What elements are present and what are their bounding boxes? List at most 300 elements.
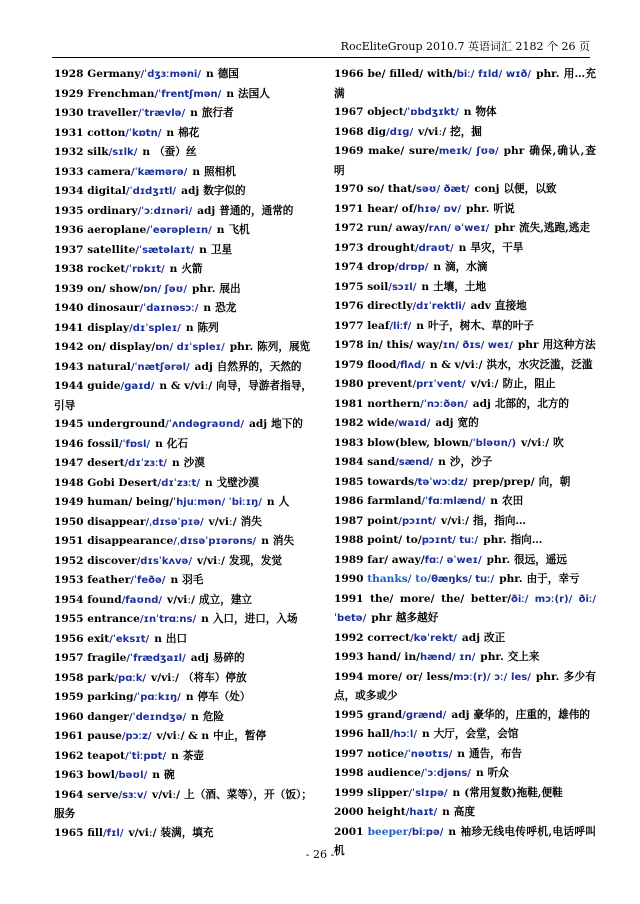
entry-part-of-speech: v/viː/	[197, 554, 225, 567]
entry-meaning: 自然界的，天然的	[216, 360, 302, 373]
entry-meaning: 碗	[163, 769, 175, 781]
entry-number: 1996	[334, 728, 364, 740]
entry-word: blow(blew, blown	[367, 436, 469, 449]
entry-phonetic: /ˈkæmərə/	[130, 166, 188, 178]
entry-number: 1941	[54, 321, 84, 334]
entry-meaning: 数字似的	[203, 185, 246, 197]
vocab-entry	[54, 454, 312, 474]
entry-number: 1943	[54, 360, 84, 373]
entry-part-of-speech: n	[171, 457, 180, 469]
right-column	[334, 65, 596, 861]
entry-part-of-speech: n	[442, 806, 450, 818]
vocab-entry	[334, 336, 596, 356]
entry-part-of-speech: n	[190, 107, 198, 119]
entry-number: 1999	[334, 786, 364, 799]
entry-meaning: 物体	[475, 106, 497, 118]
entry-phonetic: rʌn/ əˈweɪ/	[428, 223, 490, 234]
entry-part-of-speech: n	[475, 767, 484, 779]
entry-meaning: （将车）停放	[183, 671, 247, 684]
entry-meaning: 化石	[166, 437, 188, 450]
entry-meaning: 法国人	[238, 87, 270, 100]
entry-number: 1954	[54, 593, 84, 606]
entry-meaning: 上（酒、菜等），开（饭）；服务	[54, 788, 312, 820]
entry-number: 1968	[334, 125, 364, 138]
entry-phonetic: /ˈdʒɜːməni/	[140, 69, 202, 80]
entry-meaning: 人	[278, 496, 290, 508]
entry-word: wide	[367, 417, 395, 429]
vocab-entry	[334, 65, 596, 103]
entry-number: 1979	[334, 358, 364, 371]
entry-phonetic: /ˈfrentʃmən/	[154, 88, 222, 100]
entry-meaning: 指向…	[510, 534, 543, 546]
entry-meaning: 越多越好	[395, 612, 439, 624]
entry-number: 1949	[54, 496, 84, 508]
entry-meaning: 叶子，树木、草的叶子	[427, 319, 534, 332]
entry-phonetic: /təˈwɔːdz/	[414, 476, 468, 488]
entry-meaning: 入口，进口，入场	[212, 613, 298, 625]
entry-word: thanks/ to/	[367, 573, 432, 585]
entry-word: correct	[367, 631, 410, 644]
entry-number: 1946	[54, 437, 84, 450]
entry-number: 1978	[334, 339, 364, 351]
entry-phonetic: /ˈʌndəɡraʊnd/	[165, 419, 244, 430]
entry-word: grand	[367, 708, 403, 721]
vocab-entry	[54, 532, 312, 552]
entry-word: audience	[367, 767, 421, 779]
vocab-entry	[54, 280, 312, 300]
entry-phonetic: /sænd/	[395, 457, 434, 468]
entry-phonetic: mɔː(r)/ ɔː/ les/	[453, 671, 531, 683]
entry-phonetic: pɔɪnt/ tuː/	[421, 535, 479, 546]
entry-part-of-speech: phr.	[535, 670, 560, 683]
entry-word: sand	[367, 456, 396, 468]
entry-number: 1984	[334, 456, 364, 468]
entry-word: bowl	[87, 769, 115, 781]
entry-word: found	[87, 593, 122, 606]
entry-phonetic: /pɔːz/	[121, 731, 152, 742]
entry-part-of-speech: phr.	[229, 341, 254, 353]
entry-part-of-speech: n	[185, 321, 194, 334]
entry-number: 1930	[54, 107, 84, 119]
entry-number: 1960	[54, 710, 84, 723]
entry-meaning: 向，朝	[538, 475, 571, 488]
entry-word: entrance	[87, 613, 140, 625]
vocab-entry	[54, 241, 312, 261]
entry-meaning: 恐龙	[215, 302, 237, 314]
entry-number: 1961	[54, 730, 84, 742]
entry-part-of-speech: phr.	[191, 282, 216, 295]
entry-part-of-speech: n	[438, 456, 446, 468]
vocab-entry	[54, 435, 312, 455]
entry-number: 1953	[54, 574, 84, 586]
entry-number: 1981	[334, 397, 364, 410]
entry-meaning: 农田	[501, 495, 524, 507]
vocab-entry	[334, 375, 596, 395]
entry-phonetic: /ˈsætəlaɪt/	[135, 244, 195, 256]
entry-word: prevent	[367, 378, 413, 390]
entry-word: fill	[87, 826, 103, 839]
vocab-entry	[54, 163, 312, 183]
vocab-entry	[334, 297, 596, 317]
vocab-entry	[54, 260, 312, 280]
entry-part-of-speech: adj	[194, 360, 213, 373]
vocab-entry	[54, 85, 312, 105]
entry-part-of-speech: v/viː/	[128, 826, 157, 839]
entry-word: in/ this/ way/	[367, 339, 443, 351]
entry-meaning: 滴，水滴	[445, 261, 488, 273]
entry-phonetic: /dɪsˈkʌvə/	[136, 555, 192, 567]
entry-part-of-speech: v/viː/	[441, 514, 470, 527]
entry-phonetic: /ˈeərəpleɪn/	[146, 225, 212, 236]
entry-meaning: 由于，幸亏	[526, 573, 580, 585]
vocab-entry	[54, 786, 312, 824]
entry-number: 2001	[334, 825, 364, 838]
entry-word: hall	[367, 728, 390, 740]
vocab-entry	[54, 415, 312, 435]
vocab-entry	[54, 182, 312, 202]
entry-meaning: 茶壶	[182, 749, 205, 762]
entry-meaning: 陈列	[197, 321, 219, 334]
entry-number: 1958	[54, 671, 84, 684]
entry-meaning: 消失	[240, 515, 262, 528]
entry-word: flood	[367, 358, 397, 371]
entry-part-of-speech: n	[203, 302, 212, 314]
entry-number: 1989	[334, 553, 364, 566]
entry-meaning: (常用复数)拖鞋,便鞋	[464, 786, 563, 799]
entry-phonetic: /ˈrɒkɪt/	[125, 264, 165, 275]
vocab-entry	[334, 531, 596, 551]
vocab-entry	[334, 414, 596, 434]
vocab-entry	[334, 590, 596, 629]
entry-word: run/ away/	[367, 222, 429, 234]
entry-meaning: 消失	[272, 535, 295, 547]
vocab-entry	[334, 278, 596, 298]
entry-word: drop	[367, 261, 395, 273]
vocab-entry	[334, 219, 596, 239]
vocab-entry	[54, 319, 312, 339]
entry-word: camera	[87, 165, 131, 178]
entry-number: 1950	[54, 515, 84, 528]
entry-phonetic: /ˈɒbdʒɪkt/	[403, 107, 459, 118]
entry-part-of-speech: n	[170, 574, 179, 586]
entry-part-of-speech: adj	[249, 418, 268, 430]
entry-meaning: 宽的	[457, 417, 479, 429]
entry-meaning: 地下的	[271, 418, 303, 430]
entry-part-of-speech: phr.	[483, 534, 507, 546]
entry-phonetic: /haɪt/	[405, 807, 438, 818]
entry-word: height	[367, 806, 406, 818]
vocab-entry	[54, 688, 312, 708]
entry-part-of-speech: n	[206, 68, 214, 80]
vocab-entry	[54, 630, 312, 650]
entry-meaning: 豪华的，庄重的，雄伟的	[473, 708, 590, 721]
entry-meaning: 装满，填充	[160, 826, 214, 839]
entry-part-of-speech: n	[155, 437, 163, 450]
entry-word: parking	[87, 691, 134, 703]
entry-phonetic: /ˈslɪpə/	[408, 787, 448, 799]
entry-number: 1928	[54, 68, 84, 80]
entry-number: 1934	[54, 185, 84, 197]
entry-number: 1977	[334, 319, 364, 332]
entry-meaning: 危险	[202, 710, 225, 723]
entry-phonetic: /faʊnd/	[121, 594, 163, 606]
page-number	[0, 848, 640, 861]
entry-phonetic: meɪk/ ʃʊə/	[438, 146, 499, 157]
entry-part-of-speech: phr	[503, 145, 525, 157]
vocab-entry	[54, 202, 312, 222]
entry-number: 1935	[54, 204, 84, 217]
entry-number: 2000	[334, 806, 364, 818]
entry-part-of-speech: adj	[190, 652, 209, 664]
entry-word: cotton	[87, 126, 126, 139]
vocab-entry	[334, 317, 596, 337]
entry-part-of-speech: phr.	[465, 202, 490, 215]
entry-part-of-speech: n	[490, 495, 498, 507]
entry-number: 1931	[54, 126, 84, 139]
entry-number: 1929	[54, 87, 84, 100]
left-column	[54, 65, 312, 843]
entry-part-of-speech: n	[266, 496, 275, 508]
entry-meaning: 展出	[219, 282, 241, 295]
entry-word: digital	[87, 185, 126, 197]
vocab-entry	[54, 766, 312, 786]
entry-word: leaf	[367, 319, 390, 332]
vocab-entry	[334, 629, 596, 649]
entry-number: 1986	[334, 495, 364, 507]
entry-number: 1976	[334, 300, 364, 312]
entry-word: feather	[87, 574, 131, 586]
entry-phonetic: /hɔːl/	[389, 729, 417, 740]
entry-word: so/ that/	[367, 183, 417, 195]
entry-number: 1985	[334, 475, 364, 488]
entry-meaning: 确保,确认,查明	[334, 145, 596, 177]
entry-part-of-speech: n	[185, 691, 194, 703]
entry-number: 1936	[54, 224, 84, 236]
entry-part-of-speech: v/viː/	[470, 378, 499, 390]
page-number-text: - 26 -	[305, 848, 335, 861]
entry-number: 1964	[54, 788, 84, 801]
entry-word: disappear	[87, 515, 146, 528]
entry-number: 1998	[334, 767, 364, 779]
entry-phonetic: hænd/ ɪn/	[420, 652, 476, 663]
entry-word: Frenchman	[87, 87, 155, 100]
vocab-entry	[334, 784, 596, 804]
entry-word: directly	[367, 300, 413, 312]
entry-meaning: 改正	[484, 631, 506, 644]
entry-meaning: 交上来	[507, 651, 540, 663]
entry-part-of-speech: n & v/viː/	[159, 380, 213, 392]
entry-number: 1957	[54, 652, 84, 664]
vocab-entry	[54, 513, 312, 533]
vocab-entry	[334, 725, 596, 745]
entry-word: dig	[367, 125, 387, 138]
entry-part-of-speech: n	[448, 825, 457, 838]
entry-phonetic: /flʌd/	[396, 359, 425, 371]
entry-word: point/ to/	[367, 534, 422, 546]
entry-phonetic: ɒn/ ʃəʊ/	[143, 283, 187, 295]
entry-meaning: 指，指向…	[473, 514, 527, 527]
vocab-entry	[334, 103, 596, 123]
entry-part-of-speech: phr.	[486, 553, 511, 566]
entry-part-of-speech: phr.	[480, 651, 504, 663]
entry-meaning: 高度	[453, 806, 475, 818]
entry-number: 1962	[54, 749, 84, 762]
entry-word: danger	[87, 710, 129, 723]
entry-meaning: 停车（处）	[197, 691, 251, 703]
entry-part-of-speech: n	[261, 535, 269, 547]
entry-meaning: 直接地	[494, 300, 527, 312]
entry-number: 1967	[334, 106, 364, 118]
entry-phonetic: /ˈpɑːkɪŋ/	[133, 692, 181, 703]
vocab-entry	[334, 570, 596, 590]
entry-meaning: 羽毛	[182, 574, 204, 586]
entry-part-of-speech: n	[457, 747, 465, 760]
entry-phonetic: /prɪˈvent/	[412, 379, 466, 390]
entry-part-of-speech: adj	[472, 397, 491, 410]
vocab-entry	[334, 745, 596, 765]
entry-phonetic: ɒn/ dɪˈspleɪ/	[155, 342, 225, 353]
entry-phonetic: /ˈdaɪnəsɔː/	[139, 303, 199, 314]
vocab-entry	[54, 65, 312, 85]
entry-number: 1973	[334, 241, 364, 254]
entry-phonetic: /ˈnætʃərəl/	[130, 361, 190, 373]
entry-word: fossil	[87, 437, 119, 450]
entry-number: 1937	[54, 243, 84, 256]
entry-number: 1944	[54, 380, 84, 392]
entry-word: point	[367, 514, 399, 527]
entry-meaning: 大厅，会堂，会馆	[433, 728, 519, 740]
entry-meaning: 陈列，展览	[257, 341, 311, 353]
entry-word: satellite	[87, 243, 136, 256]
vocab-entry	[334, 434, 596, 454]
entry-word: towards	[367, 475, 415, 488]
entry-meaning: 照相机	[204, 165, 236, 178]
entry-part-of-speech: adj	[461, 631, 481, 644]
entry-word: on/ display/	[87, 341, 156, 353]
entry-number: 1975	[334, 280, 364, 293]
entry-number: 1965	[54, 826, 84, 839]
entry-phonetic: /draʊt/	[414, 242, 454, 254]
entry-part-of-speech: n	[152, 769, 160, 781]
entry-number: 1995	[334, 708, 364, 721]
entry-part-of-speech: n	[458, 241, 467, 254]
entry-part-of-speech: n	[171, 749, 179, 762]
vocab-entry	[334, 356, 596, 376]
entry-part-of-speech: adj	[197, 204, 216, 217]
entry-word: underground	[87, 418, 166, 430]
entry-number: 1959	[54, 691, 84, 703]
entry-number: 1945	[54, 418, 84, 430]
entry-meaning: 用…充满	[334, 68, 596, 100]
vocab-entry	[54, 143, 312, 163]
entry-meaning: 飞机	[228, 224, 250, 236]
entry-word: display	[87, 321, 130, 334]
entry-number: 1992	[334, 631, 364, 644]
vocab-entry	[334, 803, 596, 823]
entry-meaning: 用这种方法	[542, 339, 596, 351]
entry-meaning: 成立，建立	[199, 593, 253, 606]
entry-part-of-speech: n	[463, 106, 472, 118]
entry-phonetic: /bəʊl/	[114, 770, 148, 781]
entry-word: dinosaur	[87, 302, 140, 314]
entry-part-of-speech: v/viː/	[521, 436, 550, 449]
entry-part-of-speech: phr.	[499, 573, 523, 585]
entry-phonetic: /ˈfɑːmlænd/	[421, 496, 486, 507]
vocab-entry	[54, 727, 312, 747]
entry-phonetic: /ˈfeðə/	[130, 575, 166, 586]
entry-meaning: 袖珍无线电传呼机,电话呼叫机	[334, 825, 596, 857]
vocab-entry	[334, 764, 596, 784]
entry-number: 1993	[334, 651, 364, 663]
entry-part-of-speech: phr	[494, 222, 516, 234]
entry-part-of-speech: n	[204, 476, 213, 489]
vocab-entry	[334, 239, 596, 259]
entry-meaning: 北部的，北方的	[494, 397, 569, 410]
entry-phonetic: /ˈɔːdjəns/	[420, 768, 471, 779]
entry-word: aeroplane	[87, 224, 147, 236]
entry-meaning: 很远，遥远	[514, 553, 567, 566]
entry-number: 1932	[54, 146, 84, 158]
entry-meaning: 沙漠	[183, 457, 205, 469]
entry-number: 1951	[54, 535, 84, 547]
entry-word: discover	[87, 554, 137, 567]
entry-phonetic: /ˈdeɪndʒə/	[128, 711, 187, 723]
entry-word: silk	[87, 146, 109, 158]
entry-meaning: 旱灾，干旱	[470, 241, 524, 254]
entry-meaning: 出口	[165, 632, 188, 645]
entry-number: 1963	[54, 769, 84, 781]
entry-meaning: （蚕）丝	[154, 146, 197, 158]
entry-number: 1956	[54, 632, 84, 645]
entry-word: desert	[87, 457, 125, 469]
entry-phonetic: ɪn/ ðɪs/ weɪ/	[442, 340, 513, 351]
entry-part-of-speech: phr	[517, 339, 539, 351]
header-text: RocEliteGroup 2010.7 英语词汇 2182 个 26 页	[340, 40, 590, 53]
entry-phonetic: /ˌdɪsəˈpɪərəns/	[173, 536, 257, 547]
entry-number: 1952	[54, 554, 84, 567]
entry-word: serve	[87, 788, 119, 801]
entry-meaning: 洪水，水灾泛滥，泛滥	[486, 358, 593, 371]
entry-word: fragile	[87, 652, 127, 664]
vocab-entry	[54, 669, 312, 689]
page-header	[52, 38, 590, 58]
entry-phonetic: /dɪˈrektli/	[412, 301, 466, 312]
vocab-entry	[54, 552, 312, 572]
entry-number: 1997	[334, 747, 364, 760]
vocab-entry	[54, 747, 312, 767]
entry-phonetic: ˈhjuːmən/ ˈbiːɪŋ/	[173, 497, 262, 508]
entry-phonetic: /ɪnˈtrɑːns/	[139, 614, 197, 625]
entry-part-of-speech: n	[433, 261, 442, 273]
vocab-entry	[54, 493, 312, 513]
entry-phonetic: /ˈɔːdɪnəri/	[137, 205, 193, 217]
entry-meaning: 通告，布告	[468, 747, 522, 760]
entry-number: 1933	[54, 165, 84, 178]
entry-part-of-speech: n	[191, 710, 199, 723]
entry-phonetic: /dɪˈspleɪ/	[129, 322, 181, 334]
entry-part-of-speech: n & v/viː/	[429, 358, 483, 371]
entry-phonetic: /ɡaɪd/	[120, 381, 155, 392]
entry-phonetic: /kəˈrekt/	[409, 632, 457, 644]
vocab-entry	[54, 221, 312, 241]
entry-word: drought	[367, 241, 415, 254]
entry-phonetic: /ɡrænd/	[402, 709, 447, 721]
entry-meaning: 以便，以致	[503, 183, 557, 195]
entry-word: farmland	[367, 495, 422, 507]
entry-number: 1955	[54, 613, 84, 625]
entry-phonetic: /ˈdɪdʒɪtl/	[125, 186, 177, 197]
entry-number: 1966	[334, 68, 364, 80]
